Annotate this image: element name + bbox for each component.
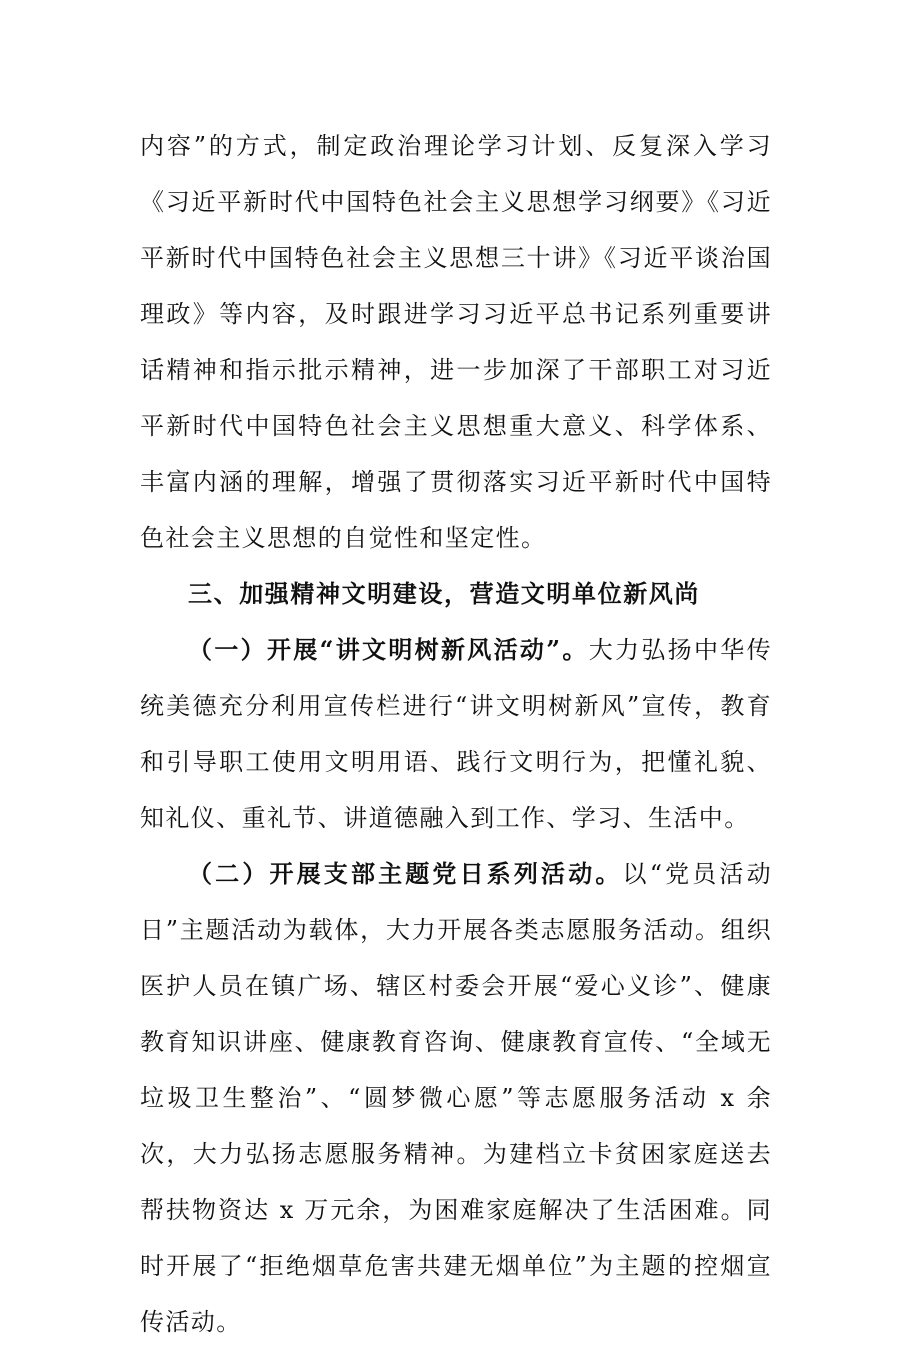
paragraph-study-plan: 内容”的方式，制定政治理论学习计划、反复深入学习《习近平新时代中国特色社会主义思想学习纲要》《习近平新时代中国特色社会主义思想三十讲》《习近平谈治国理政》等内容，及时跟进学习习近平总书记系列重要讲话精神和指示批示精神，进一步加深了干部职工对习近平新时代中国特色社会主义思想重大意义、科学体系、丰富内涵的理解，增强了贯彻落实习近平新时代中国特色社会主义思想的自觉性和坚定性。 (140, 132, 772, 552)
document-body (140, 118, 772, 1350)
item-title-1: （一）开展“讲文明树新风活动”。 (188, 635, 589, 664)
item-title-2: （二）开展支部主题党日系列活动。 (188, 859, 623, 888)
item-body-2: 以“党员活动日”主题活动为载体，大力开展各类志愿服务活动。组织医护人员在镇广场、辖区村委会开展“爱心义诊”、健康教育知识讲座、健康教育咨询、健康教育宣传、“全域无垃圾卫生整治”、“圆梦微心愿”等志愿服务活动 x 余次，大力弘扬志愿服务精神。为建档立卡贫困家庭送去帮扶物资达 x 万元余，为困难家庭解决了生活困难。同时开展了“拒绝烟草危害共建无烟单位”为主题的控烟宣传活动。 (140, 860, 772, 1336)
paragraph-party-day-activity (140, 846, 772, 1350)
paragraph-civility-activity (140, 622, 772, 846)
item-body-1: 大力弘扬中华传统美德充分利用宣传栏进行“讲文明树新风”宣传，教育和引导职工使用文明用语、践行文明行为，把懂礼貌、知礼仪、重礼节、讲道德融入到工作、学习、生活中。 (140, 636, 772, 832)
section-heading-3: 三、加强精神文明建设，营造文明单位新风尚 (188, 580, 700, 608)
